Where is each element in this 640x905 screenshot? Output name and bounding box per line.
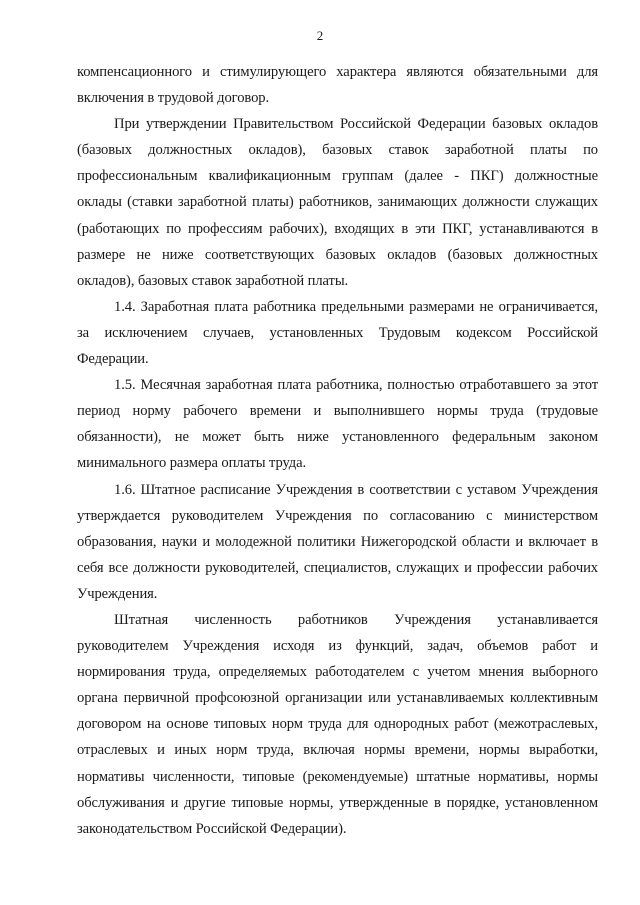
paragraph-base-salaries: При утверждении Правительством Российской Федерации базовых окладов (базовых должностных окладов), базовых ставок заработной платы по профессиональным квалификационным группам (далее - ПКГ) должностные оклады (ставки заработной платы) работников, занимающих должности служащих (работающих по профессиям рабочих), входящих в эти ПКГ, устанавливаются в размере не ниже соответствующих базовых окладов (базовых должностных окладов), базовых ставок заработной платы. [77,116,598,289]
paragraph-1-5: 1.5. Месячная заработная плата работника, полностью отработавшего за этот период норму рабочего времени и выполнившего нормы труда (трудовые обязанности), не может быть ниже установленного федеральным законом минимального размера оплаты труда. [77,377,598,472]
paragraph-continuation: компенсационного и стимулирующего характера являются обязательными для включения в трудовой договор. [77,64,598,107]
paragraph-1-4: 1.4. Заработная плата работника предельными размерами не ограничивается, за исключением случаев, установленных Трудовым кодексом Российской Федерации. [77,298,598,368]
paragraph-staff-numbers: Штатная численность работников Учреждения устанавливается руководителем Учреждения исходя из функций, задач, объемов работ и нормирования труда, определяемых работодателем с учетом мнения выборного органа первичной профсоюзной организации или устанавливаемых коллективным договором на основе типовых норм труда для однородных работ (межотраслевых, отраслевых и иных норм труда, включая нормы времени, нормы выработки, нормативы численности, типовые (рекомендуемые) штатные нормативы, нормы обслуживания и другие типовые нормы, утвержденные в порядке, установленном законодательством Российской Федерации). [77,611,598,837]
document-body [77,59,598,842]
page-number: 2 [316,28,324,43]
paragraph-1-6: 1.6. Штатное расписание Учреждения в соответствии с уставом Учреждения утверждается руководителем Учреждения по согласованию с министерством образования, науки и молодежной политики Нижегородской области и включает в себя все должности руководителей, специалистов, служащих и профессии рабочих Учреждения. [77,481,598,602]
